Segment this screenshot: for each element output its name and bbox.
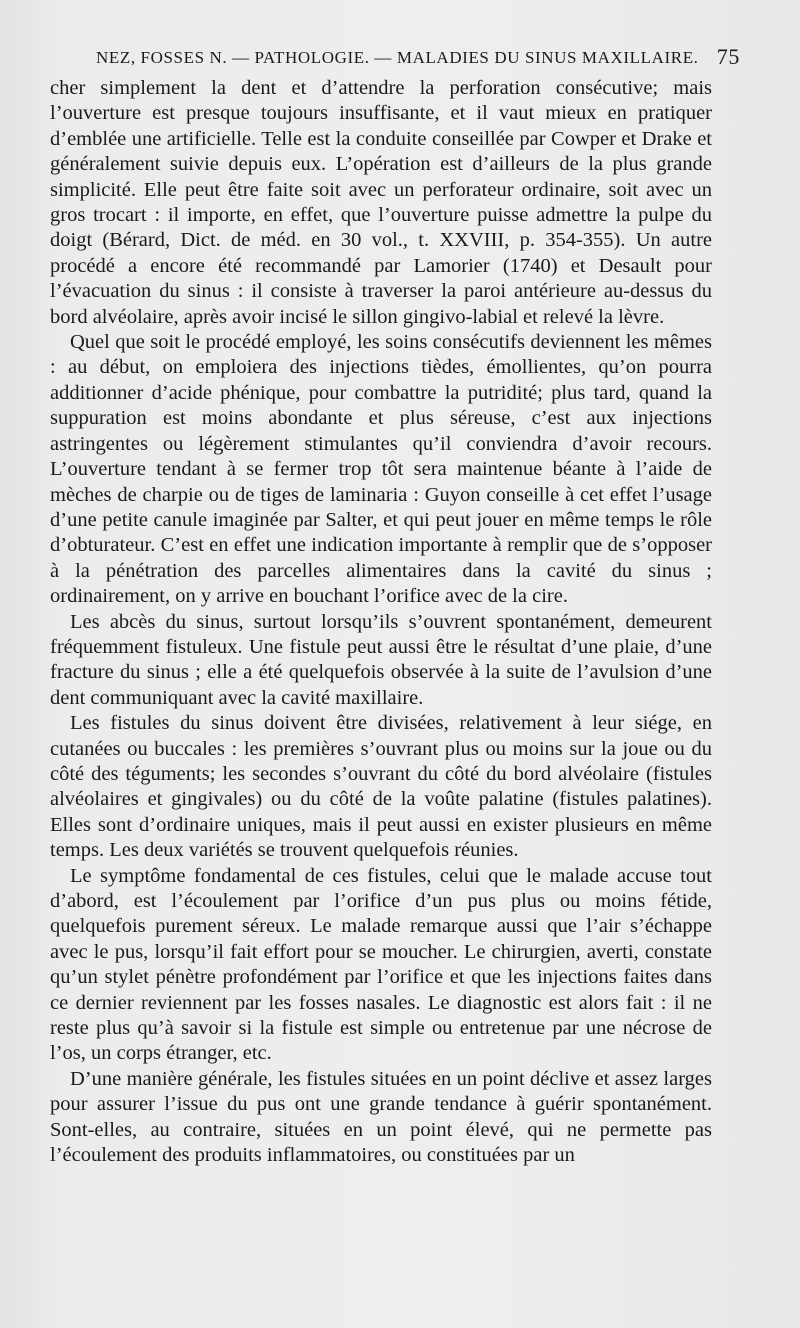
paragraph-1: cher simplement la dent et d’attendre la perforation consécutive; mais l’ouverture est presque toujours insuffisante, et il vaut mieux en pratiquer d’emblée une artificielle. Telle est la conduite conseillée par Cowper et Drake et généralement suivie depuis eux. L’opération est d’ailleurs de la plus grande simplicité. Elle peut être faite soit avec un perforateur ordinaire, soit avec un gros trocart : il importe, en effet, que l’ouverture puisse admettre la pulpe du doigt (Bérard, Dict. de méd. en 30 vol., t. XXVIII, p. 354-355). Un autre procédé a encore été recommandé par Lamorier (1740) et Desault pour l’évacuation du sinus : il consiste à traverser la paroi antérieure au-dessus du bord alvéolaire, après avoir incisé le sillon gingivo-labial et relevé la lèvre. (50, 77, 712, 328)
body-text (50, 76, 712, 1168)
running-title: NEZ, FOSSES N. — PATHOLOGIE. — MALADIES DU SINUS MAXILLAIRE. (96, 48, 699, 67)
running-head (50, 44, 740, 74)
paragraph-2: Quel que soit le procédé employé, les soins consécutifs deviennent les mêmes : au début, on emploiera des injections tièdes, émollientes, qu’on pourra additionner d’acide phénique, pour combattre la putridité; plus tard, quand la suppuration est moins abondante et plus séreuse, c’est aux injections astringentes ou légèrement stimulantes qu’il conviendra d’avoir recours. L’ouverture tendant à se fermer trop tôt sera maintenue béante à l’aide de mèches de charpie ou de tiges de laminaria : Guyon conseille à cet effet l’usage d’une petite canule imaginée par Salter, et qui peut jouer en même temps le rôle d’obturateur. C’est en effet une indication importante à remplir que de s’opposer à la pénétration des parcelles alimentaires dans la cavité du sinus ; ordinairement, on y arrive en bouchant l’orifice avec de la cire. (50, 331, 712, 608)
paragraph-4: Les fistules du sinus doivent être divisées, relativement à leur siége, en cutanées ou buccales : les premières s’ouvrant plus ou moins sur la joue ou du côté des téguments; les secondes s’ouvrant du côté du bord alvéolaire (fistules alvéolaires et gingivales) ou du côté de la voûte palatine (fistules palatines). Elles sont d’ordinaire uniques, mais il peut aussi en exister plusieurs en même temps. Les deux variétés se trouvent quelquefois réunies. (50, 712, 712, 862)
page-number: 75 (716, 44, 740, 69)
paragraph-6: D’une manière générale, les fistules situées en un point déclive et assez larges pour assurer l’issue du pus ont une grande tendance à guérir spontanément. Sont-elles, au contraire, situées en un point élevé, qui ne permette pas l’écoulement des produits inflammatoires, ou constituées par un (50, 1067, 712, 1167)
paragraph-5: Le symptôme fondamental de ces fistules, celui que le malade accuse tout d’abord, est l’écoulement par l’orifice d’un pus plus ou moins fétide, quelquefois purement séreux. Le malade remarque aussi que l’air s’échappe avec le pus, lorsqu’il fait effort pour se moucher. Le chirurgien, averti, constate qu’un stylet pénètre profondément par l’orifice et que les injections faites dans ce dernier reviennent par les fosses nasales. Le diagnostic est alors fait : il ne reste plus qu’à savoir si la fistule est simple ou entretenue par une nécrose de l’os, un corps étranger, etc. (50, 864, 712, 1065)
paragraph-3: Les abcès du sinus, surtout lorsqu’ils s’ouvrent spontanément, demeurent fréquemment fistuleux. Une fistule peut aussi être le résultat d’une plaie, d’une fracture du sinus ; elle a été quelquefois observée à la suite de l’avulsion d’une dent communiquant avec la cavité maxillaire. (50, 610, 712, 709)
